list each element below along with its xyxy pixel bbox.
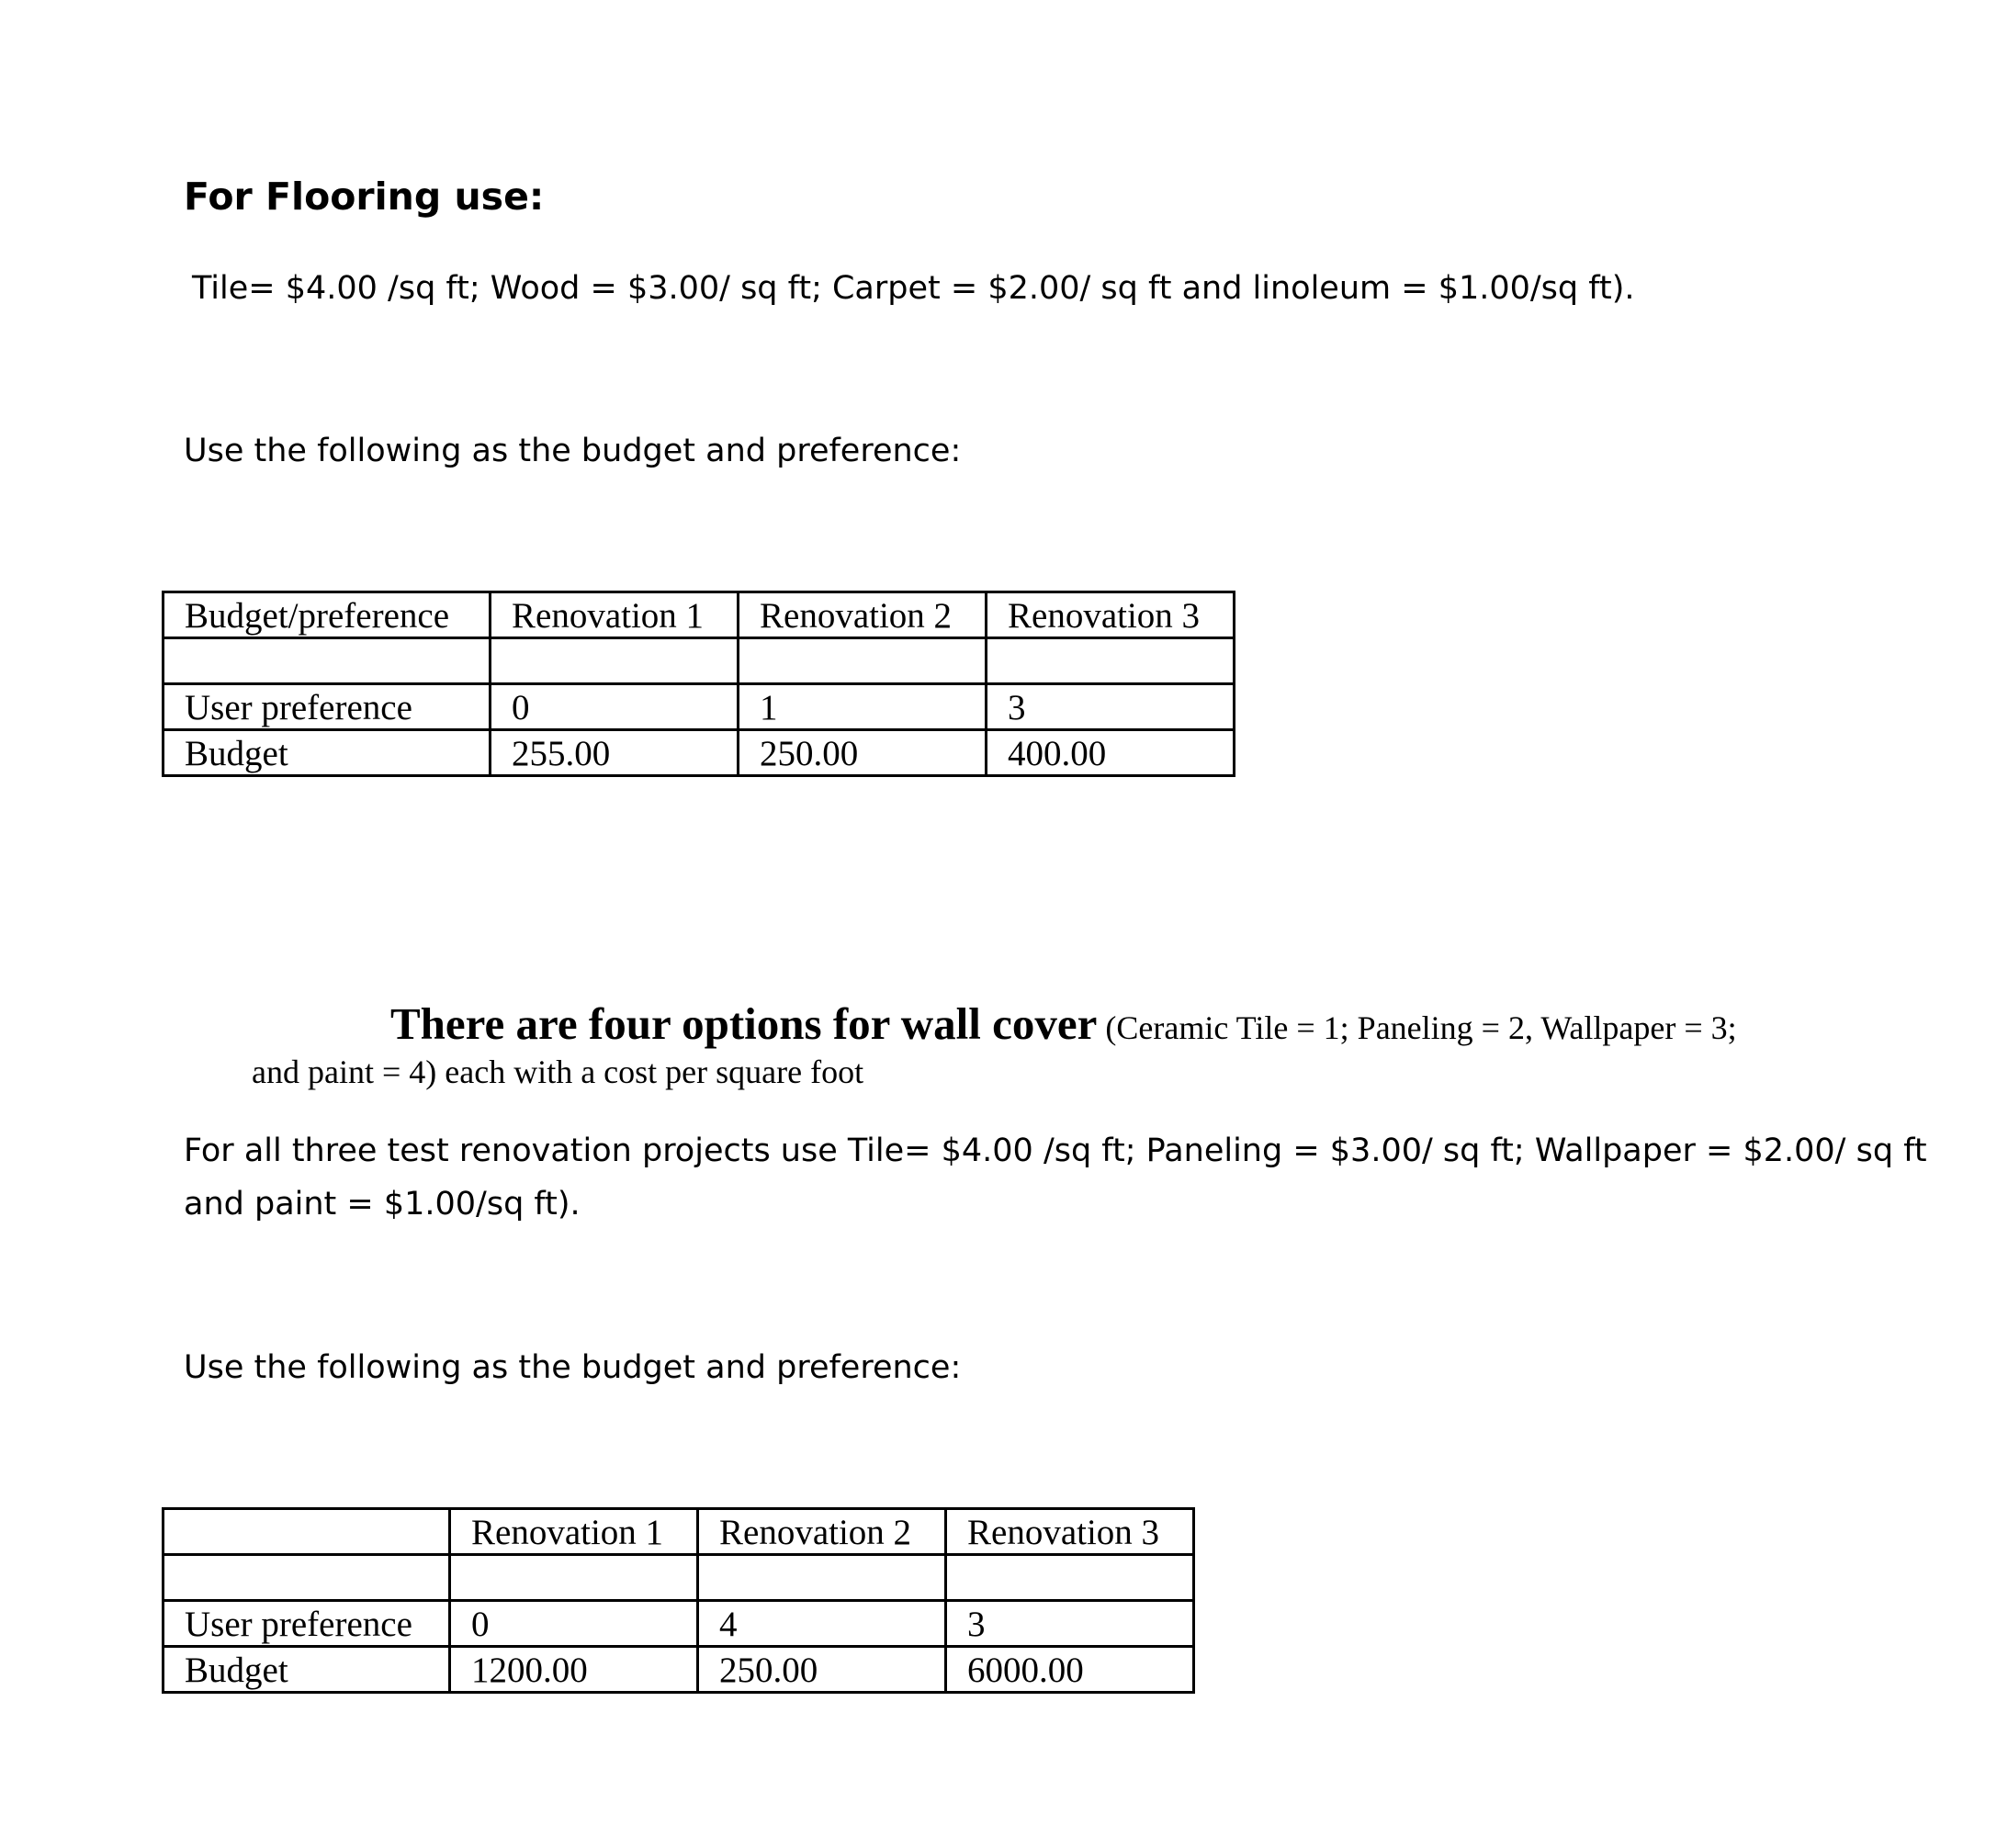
table-cell: 3: [987, 684, 1235, 730]
table-row: [164, 684, 1235, 730]
table-row: [164, 1555, 1194, 1601]
flooring-instruction-text: Use the following as the budget and preference:: [184, 433, 962, 469]
table-cell: 0: [491, 684, 739, 730]
table-cell: [987, 638, 1235, 684]
table-header-cell: Renovation 3: [946, 1509, 1194, 1555]
flooring-budget-table: [162, 591, 1235, 777]
table-header-row: [164, 1509, 1194, 1555]
table-cell: 1: [739, 684, 987, 730]
table-header-cell: Budget/preference: [164, 592, 491, 638]
table-cell: 250.00: [698, 1647, 946, 1693]
wall-budget-table: [162, 1507, 1195, 1694]
table-cell: [698, 1555, 946, 1601]
wall-prices-text-line1: For all three test renovation projects use Tile= $4.00 /sq ft; Paneling = $3.00/ sq ft; Wallpaper = $2.00/ sq ft: [184, 1132, 1927, 1169]
table-header-cell: [164, 1509, 450, 1555]
table-header-cell: Renovation 1: [491, 592, 739, 638]
table-cell: 3: [946, 1601, 1194, 1647]
table-cell: [491, 638, 739, 684]
table-cell: 4: [698, 1601, 946, 1647]
table-cell: 1200.00: [450, 1647, 698, 1693]
table-cell: 255.00: [491, 730, 739, 776]
table-cell: 0: [450, 1601, 698, 1647]
wall-prices-text-line2: and paint = $1.00/sq ft).: [184, 1186, 581, 1223]
table-cell: User preference: [164, 1601, 450, 1647]
table-row: [164, 730, 1235, 776]
table-row: [164, 1601, 1194, 1647]
table-header-row: [164, 592, 1235, 638]
table-cell: Budget: [164, 730, 491, 776]
table-cell: 250.00: [739, 730, 987, 776]
wall-intro-options: (Ceramic Tile = 1; Paneling = 2, Wallpaper = 3;: [1105, 1009, 1737, 1046]
table-cell: 6000.00: [946, 1647, 1194, 1693]
table-cell: [164, 1555, 450, 1601]
table-header-cell: Renovation 1: [450, 1509, 698, 1555]
wall-intro-line2: and paint = 4) each with a cost per square foot: [252, 1054, 864, 1090]
table-cell: [164, 638, 491, 684]
table-cell: User preference: [164, 684, 491, 730]
table-header-cell: Renovation 3: [987, 592, 1235, 638]
table-cell: Budget: [164, 1647, 450, 1693]
table-cell: [946, 1555, 1194, 1601]
table-cell: [739, 638, 987, 684]
table-cell: 400.00: [987, 730, 1235, 776]
flooring-prices-text: Tile= $4.00 /sq ft; Wood = $3.00/ sq ft; Carpet = $2.00/ sq ft and linoleum = $1.00/sq ft).: [192, 270, 1635, 307]
wall-intro-line1: [390, 997, 1737, 1050]
table-cell: [450, 1555, 698, 1601]
table-header-cell: Renovation 2: [698, 1509, 946, 1555]
table-row: [164, 638, 1235, 684]
wall-heading: There are four options for wall cover: [390, 998, 1098, 1049]
table-header-cell: Renovation 2: [739, 592, 987, 638]
wall-instruction-text: Use the following as the budget and preference:: [184, 1349, 962, 1386]
table-row: [164, 1647, 1194, 1693]
flooring-heading: For Flooring use:: [184, 175, 545, 219]
